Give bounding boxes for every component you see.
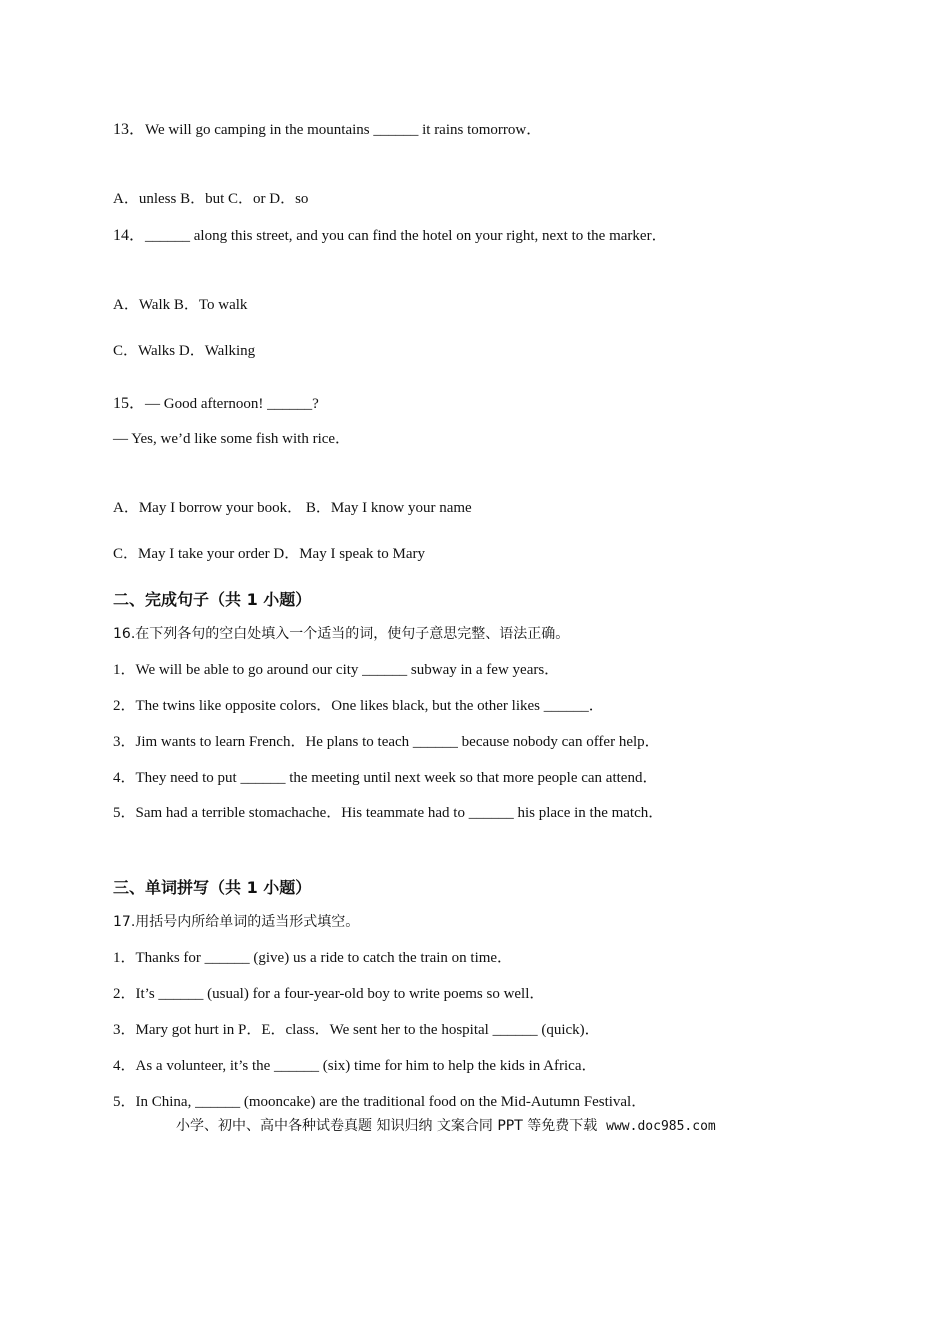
question-14-options-ab: A．Walk B．To walk [113,297,248,313]
sentence-item: 3．Jim wants to learn French．He plans to teach ______ because nobody can offer help． [113,734,660,750]
question-14 [113,226,667,246]
question-13 [113,120,541,140]
question-stem: ______ along this street, and you can find the hotel on your right, next to the marker． [145,228,667,244]
question-15 [113,394,319,414]
footer [176,1116,716,1137]
spelling-item: 4．As a volunteer, it’s the ______ (six) time for him to help the kids in Africa． [113,1058,597,1074]
question-number: 15． [113,395,146,412]
sentence-item: 1．We will be able to go around our city ______ subway in a few years． [113,662,560,678]
question-15-options-ab: A．May I borrow your book． B．May I know your name [113,500,472,516]
section-3-heading: 三、单词拼写（共 1 小题） [113,878,312,897]
question-14-options-cd: C．Walks D．Walking [113,343,256,359]
section-2-heading: 二、完成句子（共 1 小题） [113,590,312,609]
sentence-item: 5．Sam had a terrible stomachache．His teammate had to ______ his place in the match． [113,805,664,821]
section-3-instruction: 17.用括号内所给单词的适当形式填空。 [113,914,360,930]
spelling-item: 3．Mary got hurt in P．E．class．We sent her to the hospital ______ (quick)． [113,1022,600,1038]
question-number: 13． [113,121,146,138]
footer-text: 小学、初中、高中各种试卷真题 知识归纳 文案合同 PPT 等免费下载 [176,1118,598,1134]
spelling-item: 5．In China, ______ (mooncake) are the traditional food on the Mid-Autumn Festival． [113,1094,647,1110]
question-15-options-cd: C．May I take your order D．May I speak to Mary [113,546,426,562]
question-13-options: A．unless B．but C．or D．so [113,191,309,207]
question-15-reply: — Yes, we’d like some fish with rice． [113,431,351,447]
section-2-instruction: 16.在下列各句的空白处填入一个适当的词，使句子意思完整、语法正确。 [113,626,570,642]
question-stem: — Good afternoon! ______? [145,396,319,412]
footer-url[interactable]: www.doc985.com [606,1119,716,1134]
question-number: 14． [113,227,146,244]
sentence-item: 4．They need to put ______ the meeting until next week so that more people can attend． [113,770,658,786]
spelling-item: 2．It’s ______ (usual) for a four-year-old boy to write poems so well． [113,986,545,1002]
question-stem: We will go camping in the mountains ______ it rains tomorrow． [145,122,542,138]
sentence-item: 2．The twins like opposite colors．One likes black, but the other likes ______． [113,698,604,714]
spelling-item: 1．Thanks for ______ (give) us a ride to catch the train on time． [113,950,513,966]
